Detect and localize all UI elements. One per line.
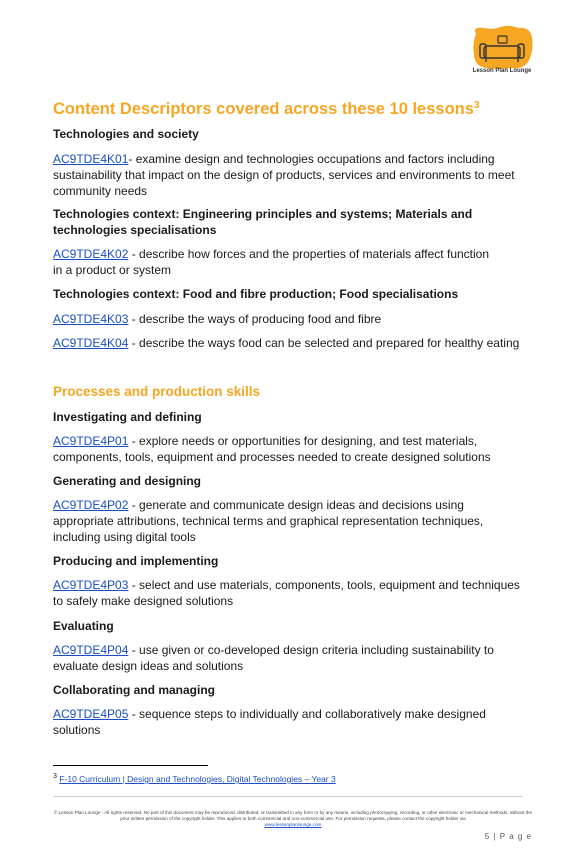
link-ac9tde4k03[interactable]: AC9TDE4K03 — [53, 312, 129, 326]
subheading-engineering: Technologies context: Engineering principles and systems; Materials and technologies specialisations — [53, 207, 473, 237]
content-descriptors-heading — [53, 96, 523, 119]
logo-caption: Lesson Plan Lounge — [472, 68, 532, 74]
descriptor-p05: AC9TDE4P05 - sequence steps to individually and collaboratively make designed solutions — [53, 707, 486, 737]
footnote-divider — [53, 765, 208, 766]
processes-heading: Processes and production skills — [53, 384, 261, 399]
footnote-link[interactable]: F-10 Curriculum | Design and Technologies, Digital Technologies – Year 3 — [59, 773, 336, 784]
page-number: 5 | P a g e — [484, 832, 532, 841]
subheading-food-fibre: Technologies context: Food and fibre production; Food specialisations — [53, 287, 459, 301]
descriptor-k02: AC9TDE4K02 - describe how forces and the properties of materials affect function in a product or system — [53, 247, 490, 277]
link-ac9tde4k01[interactable]: AC9TDE4K01 — [53, 152, 129, 166]
link-ac9tde4p02[interactable]: AC9TDE4P02 — [53, 498, 129, 512]
subheading-investigating: Investigating and defining — [53, 410, 202, 424]
link-ac9tde4p05[interactable]: AC9TDE4P05 — [53, 707, 129, 721]
descriptor-p03: AC9TDE4P03 - select and use materials, components, tools, equipment and techniques to safely make designed solutions — [53, 578, 520, 608]
descriptor-k03: AC9TDE4K03 - describe the ways of producing food and fibre — [53, 312, 382, 326]
descriptor-p02: AC9TDE4P02 - generate and communicate design ideas and decisions using appropriate attributions, technical terms and graphical representation techniques, including using digital tools — [53, 498, 484, 544]
link-ac9tde4p03[interactable]: AC9TDE4P03 — [53, 578, 129, 592]
footnote — [53, 772, 336, 784]
descriptor-p04: AC9TDE4P04 - use given or co-developed design criteria including sustainability to evaluate design ideas and solutions — [53, 643, 494, 673]
website-link[interactable]: www.lessonplanlounge.com — [264, 822, 322, 827]
footer-divider — [53, 796, 523, 797]
descriptor-p01: AC9TDE4P01 - explore needs or opportunities for designing, and test materials, components, tools, equipment and processes needed to create designed solutions — [53, 434, 491, 464]
subheading-generating: Generating and designing — [53, 474, 202, 488]
subheading-evaluating: Evaluating — [53, 619, 114, 633]
footnote-ref[interactable]: 3 — [473, 100, 480, 111]
heading-text: Content Descriptors covered across these 10 lessons — [53, 100, 474, 118]
descriptor-k04: AC9TDE4K04 - describe the ways food can be selected and prepared for healthy eating — [53, 336, 520, 350]
descriptor-k01: AC9TDE4K01- examine design and technologies occupations and factors including sustainability that impact on the design of products, services and environments to meet community needs — [53, 152, 515, 198]
copyright-notice: © Lesson Plan Lounge - All rights reserved. No part of this document may be reproduced, distributed, or transmitted in any form or by any means, including photocopying, recording, or other electronic or mechanical methods, without the prior written permission of the copyright holder. This applies to both commercial and non-commercial use. For permission requests, please contact the copyright holder via www.lessonplanlounge.com — [53, 810, 533, 827]
link-ac9tde4k02[interactable]: AC9TDE4K02 — [53, 247, 129, 261]
link-ac9tde4p04[interactable]: AC9TDE4P04 — [53, 643, 129, 657]
link-ac9tde4p01[interactable]: AC9TDE4P01 — [53, 434, 129, 448]
footnote-number: 3 — [53, 772, 57, 780]
subheading-producing: Producing and implementing — [53, 554, 219, 568]
subheading-collaborating: Collaborating and managing — [53, 683, 216, 697]
subheading-technologies-society: Technologies and society — [53, 127, 199, 141]
link-ac9tde4k04[interactable]: AC9TDE4K04 — [53, 336, 129, 350]
